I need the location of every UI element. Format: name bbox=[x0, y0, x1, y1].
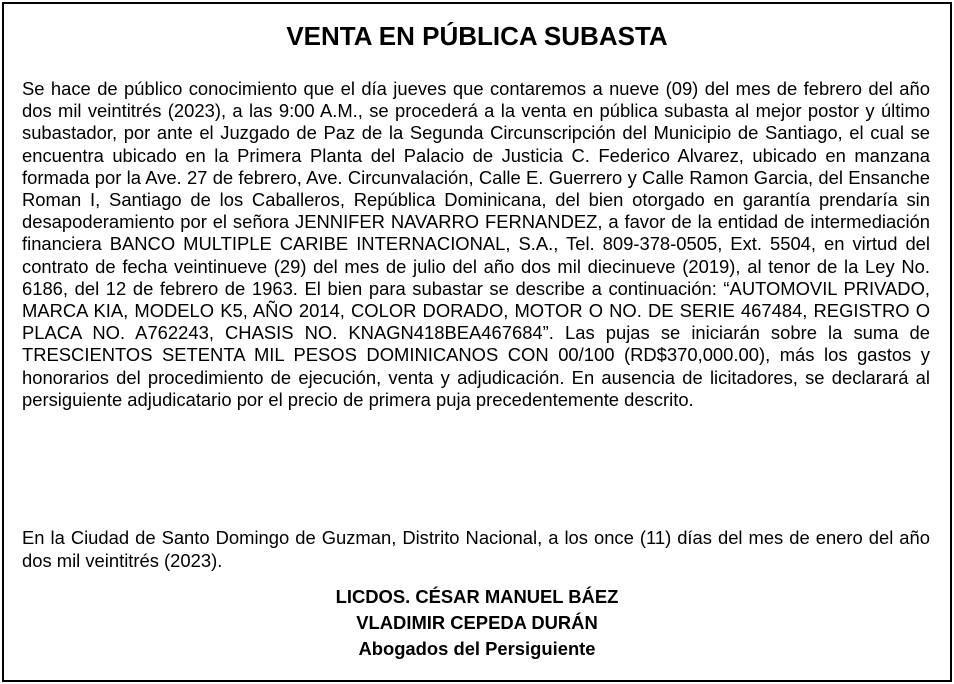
notice-body bbox=[22, 78, 930, 411]
signature-line-3: Abogados del Persiguiente bbox=[358, 638, 596, 659]
notice-body-paragraph: Se hace de público conocimiento que el día jueves que contaremos a nueve (09) del mes de febrero del año dos mil veintitrés (2023), a las 9:00 A.M., se procederá a la venta en pública subasta al mejor postor y último subastador, por ante el Juzgado de Paz de la Segunda Circunscripción del Municipio de Santiago, el cual se encuentra ubicado en la Primera Planta del Palacio de Justicia C. Federico Alvarez, ubicado en manzana formada por la Ave. 27 de febrero, Ave. Circunvalación, Calle E. Guerrero y Calle Ramon Garcia, del Ensanche Roman I, Santiago de los Caballeros, República Dominicana, del bien otorgado en garantía prendaría sin desapoderamiento por el señora JENNIFER NAVARRO FERNANDEZ, a favor de la entidad de intermediación financiera BANCO MULTIPLE CARIBE INTERNACIONAL, S.A., Tel. 809-378-0505, Ext. 5504, en virtud del contrato de fecha veintinueve (29) del mes de julio del año dos mil diecinueve (2019), al tenor de la Ley No. 6186, del 12 de febrero de 1963. El bien para subastar se describe a continuación: “AUTOMOVIL PRIVADO, MARCA KIA, MODELO K5, AÑO 2014, COLOR DORADO, MOTOR O NO. DE SERIE 467484, REGISTRO O PLACA NO. A762243, CHASIS NO. KNAGN418BEA467684”. Las pujas se iniciarán sobre la suma de TRESCIENTOS SETENTA MIL PESOS DOMINICANOS CON 00/100 (RD$370,000.00), más los gastos y honorarios del procedimiento de ejecución, venta y adjudicación. En ausencia de licitadores, se declarará al persiguiente adjudicatario por el precio de primera puja precedentemente descrito. bbox=[22, 78, 930, 410]
signature-line-1: LICDOS. CÉSAR MANUEL BÁEZ bbox=[335, 586, 619, 607]
signature-block bbox=[4, 584, 950, 662]
notice-title: VENTA EN PÚBLICA SUBASTA bbox=[286, 21, 668, 51]
notice-closing bbox=[22, 509, 930, 590]
closing-paragraph: En la Ciudad de Santo Domingo de Guzman, Distrito Nacional, a los once (11) días del mes de enero del año dos mil veintitrés (2023). bbox=[22, 527, 930, 571]
signature-line-2: VLADIMIR CEPEDA DURÁN bbox=[356, 612, 598, 633]
legal-notice bbox=[2, 2, 952, 682]
